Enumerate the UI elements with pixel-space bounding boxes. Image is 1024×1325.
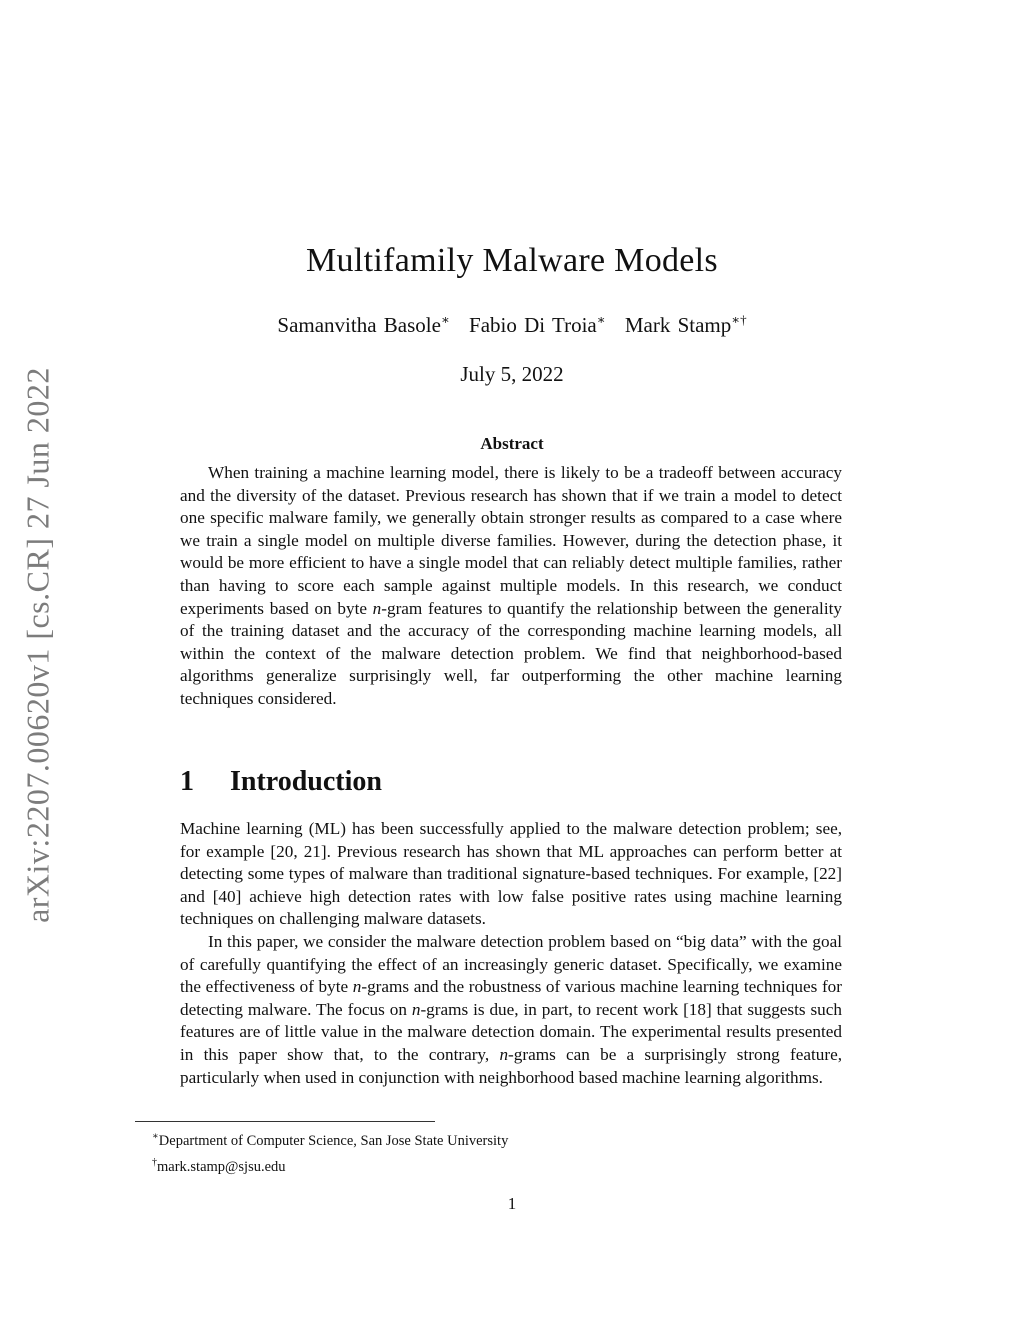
paragraph: In this paper, we consider the malware detection problem based on “big data” with the goal of carefully quantifying the effect of an increasingly generic dataset. Specifically, we examine the effectiveness of byte n-grams and the robustness of various machine learning techniques for detecting malware. The focus on n-grams is due, in part, to recent work [18] that suggests such features are of little value in the malware detection domain. The experimental results presented in this paper show that, to the contrary, n-grams can be a surprisingly strong feature, particularly when used in conjunction with neighborhood based machine learning algorithms. [180,931,842,1087]
footnotes [152,1126,508,1178]
section-heading [180,766,382,798]
footnote-divider [135,1121,435,1122]
abstract-heading: Abstract [480,434,544,453]
publication-date: July 5, 2022 [460,362,564,386]
author: Fabio Di Troia∗ [469,312,606,337]
section-title: Introduction [230,766,382,797]
paragraph: Machine learning (ML) has been successfully applied to the malware detection problem; see, for example [20, 21]. Previous research has shown that ML approaches can perform better at detecting some types of malware than traditional signature-based techniques. For example, [22] and [40] achieve high detection rates with low false positive rates using machine learning techniques on challenging malware datasets. [180,819,842,929]
arxiv-identifier: arXiv:2207.00620v1 [cs.CR] 27 Jun 2022 [19,367,56,923]
author-list [0,312,1024,338]
section-number: 1 [180,766,194,797]
footnote-email: †mark.stamp@sjsu.edu [152,1156,286,1175]
author: Samanvitha Basole∗ [277,312,450,337]
footnote-affiliation: ∗Department of Computer Science, San Jose State University [152,1131,509,1149]
abstract-text: When training a machine learning model, there is likely to be a tradeoff between accuracy and the diversity of the dataset. Previous research has shown that if we train a model to detect one specific malware family, we generally obtain stronger results as compared to a case where we train a single model on multiple diverse families. However, during the detection phase, it would be more efficient to have a single model that can reliably detect multiple families, rather than having to score each sample against multiple models. In this research, we conduct experiments based on byte n-gram features to quantify the relationship between the generality of the training dataset and the accuracy of the corresponding machine learning models, all within the context of the malware detection problem. We find that neighborhood-based algorithms generalize surprisingly well, far outperforming the other machine learning techniques considered. [180,463,842,708]
introduction-body [180,818,842,1089]
page-number: 1 [507,1194,517,1213]
paper-title: Multifamily Malware Models [306,242,718,279]
author: Mark Stamp∗† [624,312,747,337]
